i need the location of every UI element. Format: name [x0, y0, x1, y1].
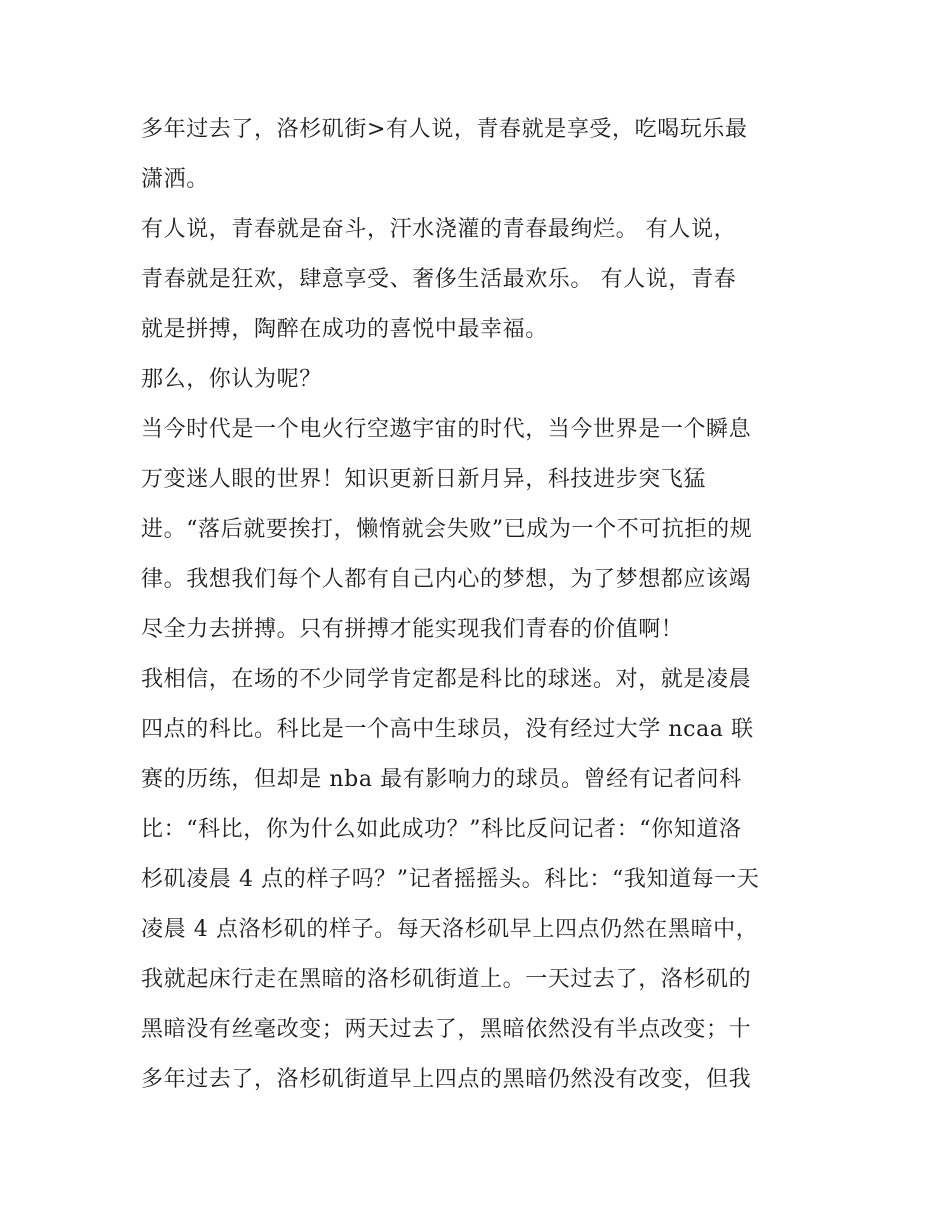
text-line: 尽全力去拼搏。只有拼搏才能实现我们青春的价值啊！ — [141, 617, 684, 642]
text-line: 律。我想我们每个人都有自己内心的梦想，为了梦想都应该竭 — [141, 567, 752, 592]
text-line: 多年过去了，洛杉矶街道早上四点的黑暗仍然没有改变，但我 — [141, 1067, 752, 1092]
text-line: 进。“落后就要挨打，懒惰就会失败”已成为一个不可抗拒的规 — [141, 517, 753, 542]
text-line: 青春就是狂欢，肆意享受、奢侈生活最欢乐。 有人说，青春 — [141, 267, 737, 292]
text-line: 多年过去了，洛杉矶街>有人说，青春就是享受，吃喝玩乐最 — [141, 117, 748, 142]
text-line: 潇洒。 — [141, 167, 209, 192]
text-line: 凌晨 4 点洛杉矶的样子。每天洛杉矶早上四点仍然在黑暗中， — [141, 917, 759, 942]
text-line: 有人说，青春就是奋斗，汗水浇灌的青春最绚烂。 有人说， — [141, 217, 737, 242]
text-line: 四点的科比。科比是一个高中生球员，没有经过大学 ncaa 联 — [141, 717, 754, 742]
text-line: 就是拼搏，陶醉在成功的喜悦中最幸福。 — [141, 317, 548, 342]
text-line: 杉矶凌晨 4 点的样子吗？”记者摇摇头。科比：“我知道每一天 — [141, 867, 760, 892]
text-line: 我相信，在场的不少同学肯定都是科比的球迷。对，就是凌晨 — [141, 667, 752, 692]
text-line: 万变迷人眼的世界！知识更新日新月异，科技进步突飞猛 — [141, 467, 707, 492]
text-line: 那么，你认为呢？ — [141, 367, 322, 392]
text-line: 比：“科比，你为什么如此成功？”科比反问记者：“你知道洛 — [141, 817, 742, 842]
text-line: 黑暗没有丝毫改变；两天过去了，黑暗依然没有半点改变；十 — [141, 1017, 752, 1042]
text-line: 赛的历练，但却是 nba 最有影响力的球员。曾经有记者问科 — [141, 767, 742, 792]
text-line: 当今时代是一个电火行空遨宇宙的时代，当今世界是一个瞬息 — [141, 417, 752, 442]
text-line: 我就起床行走在黑暗的洛杉矶街道上。一天过去了，洛杉矶的 — [141, 967, 752, 992]
